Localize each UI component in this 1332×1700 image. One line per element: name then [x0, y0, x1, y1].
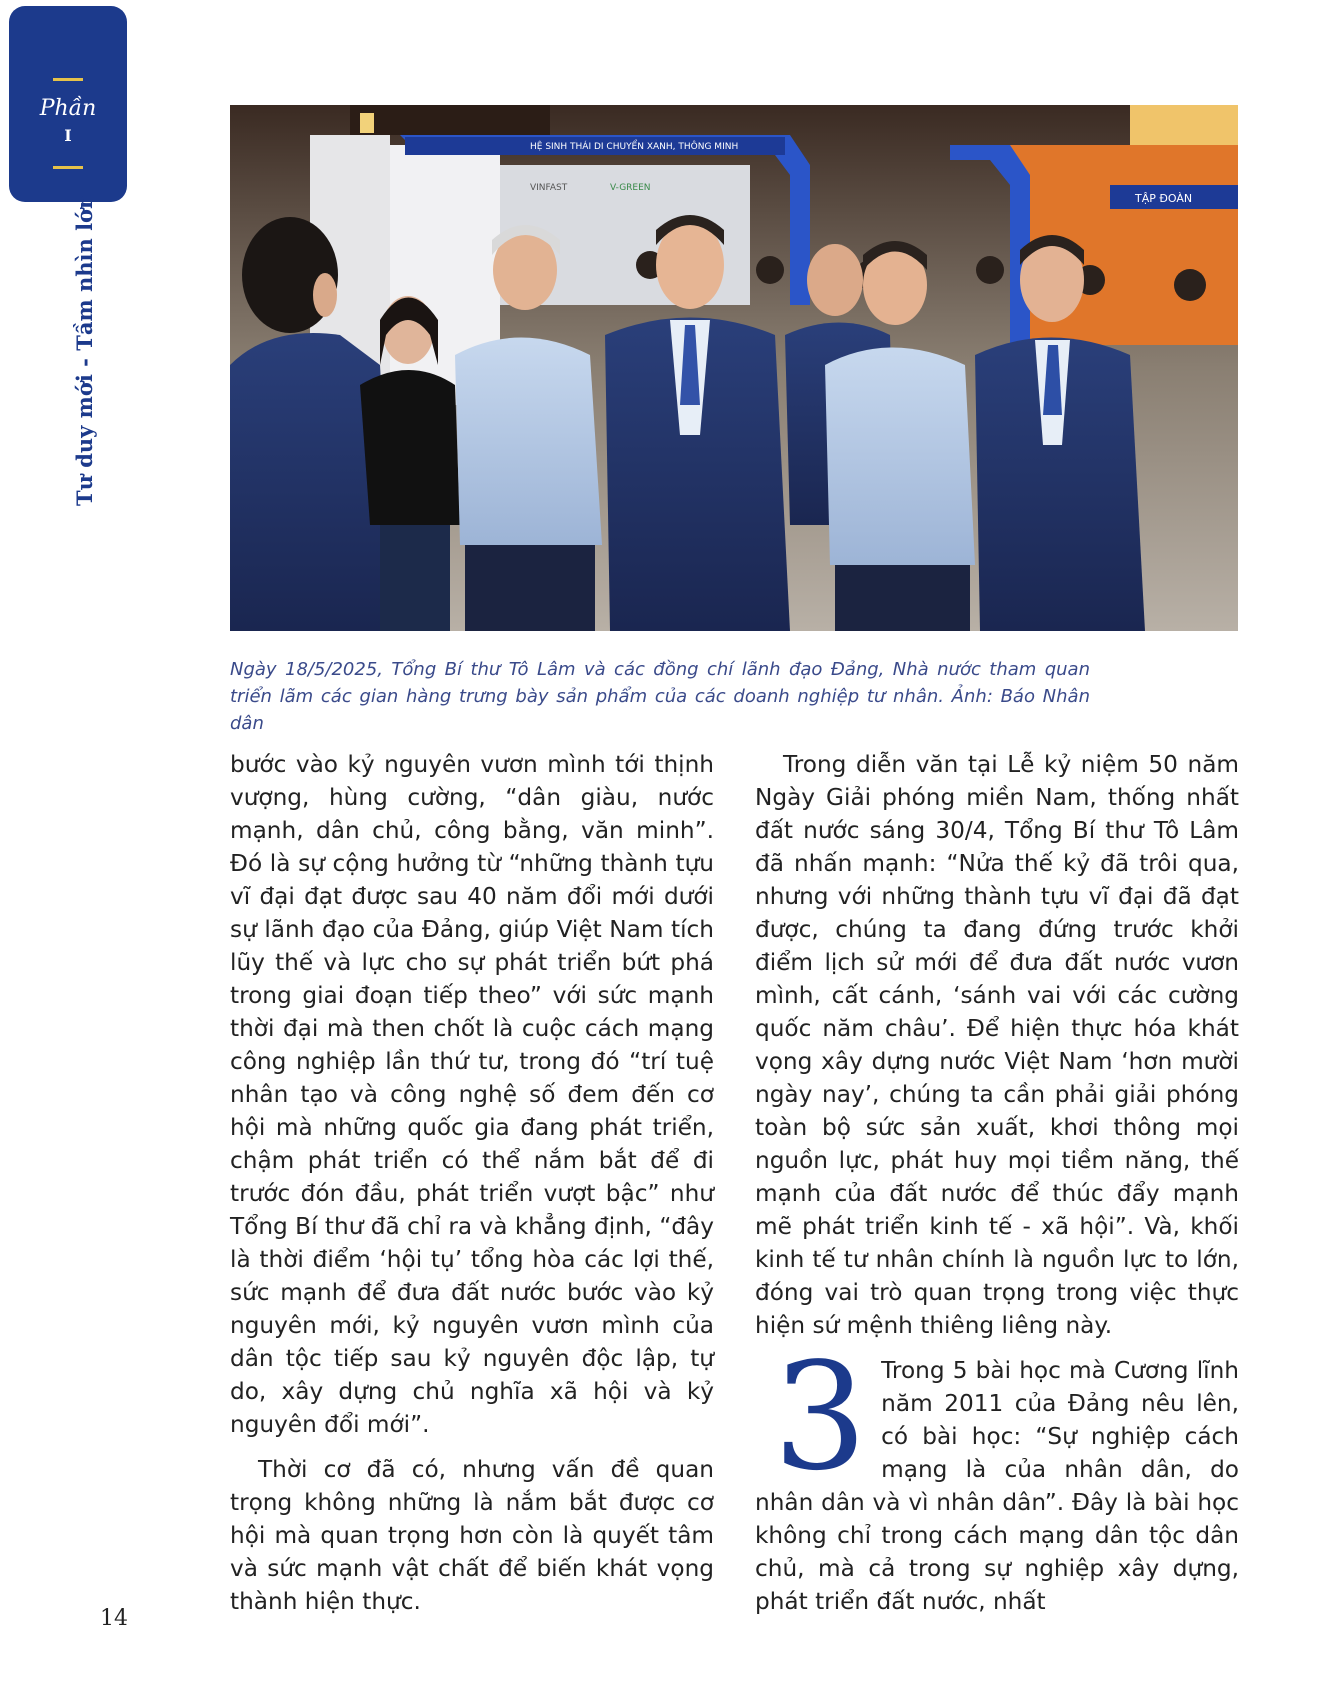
dropcap-paragraph	[755, 1331, 1239, 1618]
body-paragraph: bước vào kỷ nguyên vươn mình tới thịnh vượng, hùng cường, “dân giàu, nước mạnh, dân chủ, công bằng, văn minh”. Đó là sự cộng hưởng từ “những thành tựu vĩ đại đạt được sau 40 năm đổi mới dưới sự lãnh đạo của Đảng, giúp Việt Nam tích lũy thế và lực cho sự phát triển bứt phá trong giai đoạn tiếp theo” với sức mạnh thời đại mà then chốt là cuộc cách mạng công nghiệp lần thứ tư, trong đó “trí tuệ nhân tạo và công nghệ số đem đến cơ hội mà những quốc gia đang phát triển, chậm phát triển có thể nắm bắt để đi trước đón đầu, phát triển vượt bậc” như Tổng Bí thư đã chỉ ra và khẳng định, “đây là thời điểm ‘hội tụ’ tổng hòa các lợi thế, sức mạnh để đưa đất nước bước vào kỷ nguyên mới, kỷ nguyên vươn mình của dân tộc tiếp sau kỷ nguyên độc lập, tự do, xây dựng chủ nghĩa xã hội và kỷ nguyên đổi mới”.	[230, 751, 714, 1438]
photo-illustration	[230, 105, 1238, 631]
tab-rule-top	[53, 78, 83, 81]
booth-banner-text: HỆ SINH THÁI DI CHUYỂN XANH, THÔNG MINH	[530, 142, 739, 152]
part-tab	[9, 6, 127, 202]
body-column-left	[230, 748, 714, 1618]
part-number: I	[64, 126, 72, 145]
exhibition-photo	[230, 105, 1238, 631]
photo-caption: Ngày 18/5/2025, Tổng Bí thư Tô Lâm và các đồng chí lãnh đạo Đảng, Nhà nước tham quan triển lãm các gian hàng trưng bày sản phẩm của các doanh nghiệp tư nhân. Ảnh: Báo Nhân dân	[230, 659, 1090, 734]
body-paragraph: Trong diễn văn tại Lễ kỷ niệm 50 năm Ngày Giải phóng miền Nam, thống nhất đất nước sáng 30/4, Tổng Bí thư Tô Lâm đã nhấn mạnh: “Nửa thế kỷ đã trôi qua, nhưng với những thành tựu vĩ đại đã đạt được, chúng ta đang đứng trước khởi điểm lịch sử mới để đưa đất nước vươn mình, cất cánh, ‘sánh vai với các cường quốc năm châu’. Để hiện thực hóa khát vọng xây dựng nước Việt Nam ‘hơn mười ngày nay’, chúng ta cần phải giải phóng toàn bộ sức sản xuất, khơi thông mọi nguồn lực, phát huy mọi tiềm năng, thế mạnh của đất nước để thúc đẩy mạnh mẽ phát triển kinh tế - xã hội”. Và, khối kinh tế tư nhân chính là nguồn lực to lớn, đóng vai trò quan trọng trong việc thực hiện sứ mệnh thiêng liêng này.	[755, 751, 1239, 1339]
page-number: 14	[100, 1606, 128, 1631]
body-paragraph: Thời cơ đã có, nhưng vấn đề quan trọng không những là nắm bắt được cơ hội mà quan trọng hơn còn là quyết tâm và sức mạnh vật chất để biến khát vọng thành hiện thực.	[230, 1456, 714, 1615]
dropcap-numeral: 3	[773, 1331, 868, 1503]
part-label: Phần	[39, 96, 97, 121]
body-column-right	[755, 748, 1239, 1618]
booth-right-text: TẬP ĐOÀN	[1135, 192, 1193, 205]
section-running-title: Tư duy mới - Tầm nhìn lớn	[72, 193, 97, 506]
body-paragraph-text: Trong 5 bài học mà Cương lĩnh năm 2011 của Đảng nêu lên, có bài học: “Sự nghiệp cách mạng là của nhân dân, do nhân dân và vì nhân dân”. Đây là bài học không chỉ trong cách mạng dân tộc dân chủ, mà cả trong sự nghiệp xây dựng, phát triển đất nước, nhất	[755, 1357, 1239, 1615]
brand-vgreen-text: V-GREEN	[610, 183, 651, 193]
brand-vinfast-text: VINFAST	[530, 183, 568, 193]
tab-rule-bottom	[53, 166, 83, 169]
